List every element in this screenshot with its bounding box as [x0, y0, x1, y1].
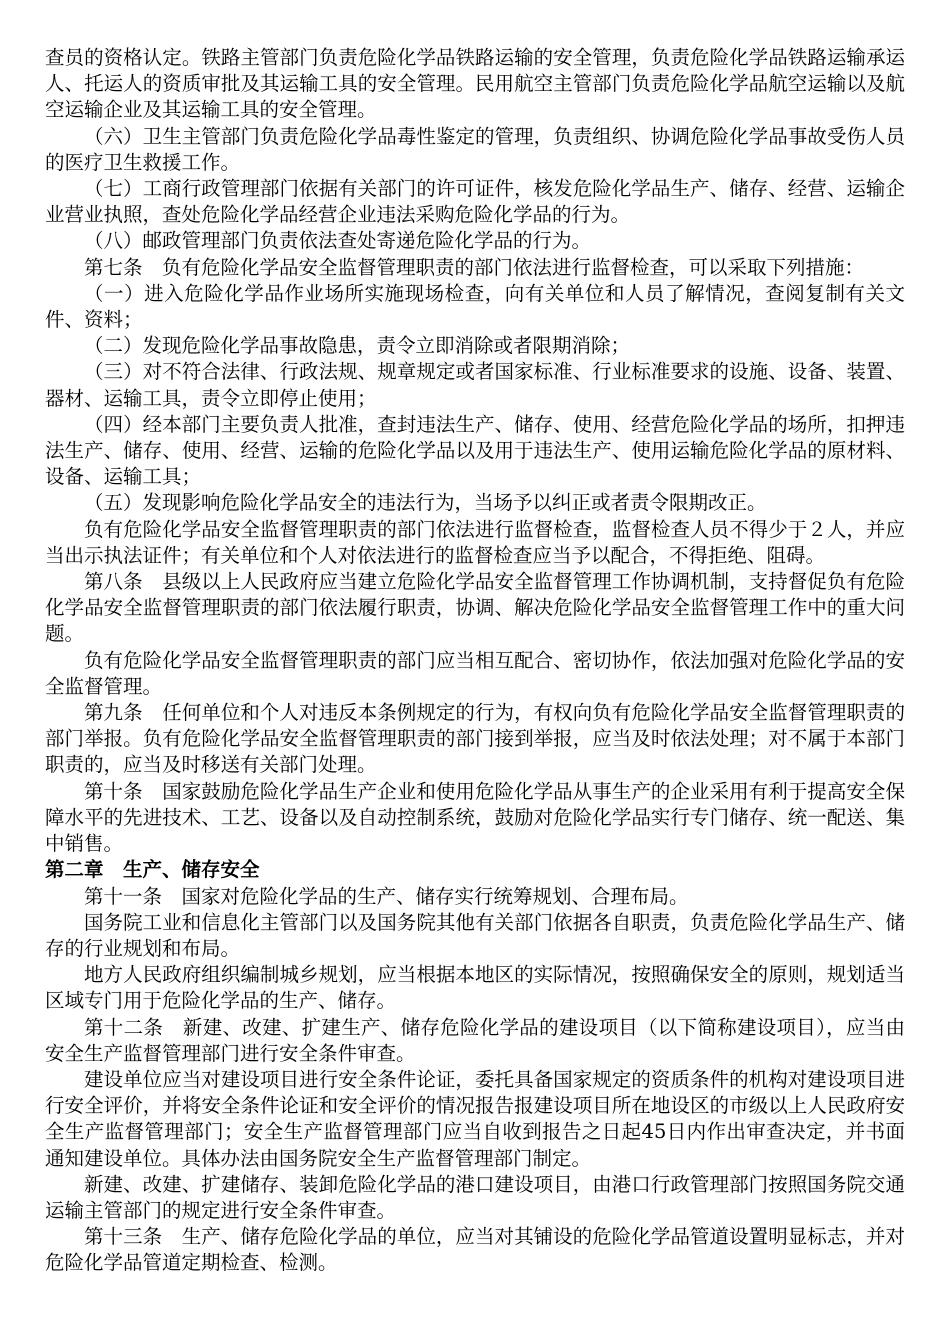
- paragraph: （六）卫生主管部门负责危险化学品毒性鉴定的管理，负责组织、协调危险化学品事故受伤人员的医疗卫生救援工作。: [45, 124, 905, 174]
- paragraph: 国务院工业和信息化主管部门以及国务院其他有关部门依据各自职责，负责危险化学品生产、储存的行业规划和布局。: [45, 910, 905, 960]
- article-13: 第十三条 生产、储存危险化学品的单位，应当对其铺设的危险化学品管道设置明显标志，并对危险化学品管道定期检查、检测。: [45, 1225, 905, 1275]
- paragraph: 查员的资格认定。铁路主管部门负责危险化学品铁路运输的安全管理，负责危险化学品铁路运输承运人、托运人的资质审批及其运输工具的安全管理。民用航空主管部门负责危险化学品航空运输以及航空运输企业及其运输工具的安全管理。: [45, 46, 905, 122]
- chapter-heading: 第二章 生产、储存安全: [45, 858, 260, 882]
- paragraph: （七）工商行政管理部门依据有关部门的许可证件，核发危险化学品生产、储存、经营、运输企业营业执照，查处危险化学品经营企业违法采购危险化学品的行为。: [45, 177, 905, 227]
- article-10: 第十条 国家鼓励危险化学品生产企业和使用危险化学品从事生产的企业采用有利于提高安全保障水平的先进技术、工艺、设备以及自动控制系统，鼓励对危险化学品实行专门储存、统一配送、集中销售。: [45, 779, 905, 856]
- article-8: 第八条 县级以上人民政府应当建立危险化学品安全监督管理工作协调机制，支持督促负有危险化学品安全监督管理职责的部门依法履行职责，协调、解决危险化学品安全监督管理工作中的重大问题。: [45, 570, 905, 646]
- paragraph: （四）经本部门主要负责人批准，查封违法生产、储存、使用、经营危险化学品的场所，扣押违法生产、储存、使用、经营、运输的危险化学品以及用于违法生产、使用运输危险化学品的原材料、设备、运输工具；: [45, 412, 905, 489]
- document-page: [45, 45, 905, 1277]
- paragraph: 负有危险化学品安全监督管理职责的部门依法进行监督检查，监督检查人员不得少于２人，并应当出示执法证件；有关单位和个人对依法进行的监督检查应当予以配合，不得拒绝、阻碍。: [45, 517, 905, 567]
- paragraph: 地方人民政府组织编制城乡规划，应当根据本地区的实际情况，按照确保安全的原则，规划适当区域专门用于危险化学品的生产、储存。: [45, 963, 905, 1013]
- article-9: 第九条 任何单位和个人对违反本条例规定的行为，有权向负有危险化学品安全监督管理职责的部门举报。负有危险化学品安全监督管理职责的部门接到举报，应当及时依法处理；对不属于本部门职责的，应当及时移送有关部门处理。: [45, 701, 905, 777]
- paragraph: 新建、改建、扩建储存、装卸危险化学品的港口建设项目，由港口行政管理部门按照国务院交通运输主管部门的规定进行安全条件审查。: [45, 1172, 905, 1222]
- paragraph: 负有危险化学品安全监督管理职责的部门应当相互配合、密切协作，依法加强对危险化学品的安全监督管理。: [45, 648, 905, 698]
- article-7: 第七条 负有危险化学品安全监督管理职责的部门依法进行监督检查，可以采取下列措施：: [84, 255, 865, 279]
- paragraph: （八）邮政管理部门负责依法查处寄递危险化学品的行为。: [84, 229, 592, 253]
- paragraph: （三）对不符合法律、行政法规、规章规定或者国家标准、行业标准要求的设施、设备、装置、器材、运输工具，责令立即停止使用；: [45, 360, 905, 410]
- paragraph: （一）进入危险化学品作业场所实施现场检查，向有关单位和人员了解情况，查阅复制有关文件、资料；: [45, 281, 905, 332]
- paragraph: （五）发现影响危险化学品安全的违法行为，当场予以纠正或者责令限期改正。: [84, 491, 767, 515]
- article-11: 第十一条 国家对危险化学品的生产、储存实行统筹规划、合理布局。: [84, 884, 689, 908]
- article-12: 第十二条 新建、改建、扩建生产、储存危险化学品的建设项目（以下简称建设项目），应当由安全生产监督管理部门进行安全条件审查。: [45, 1015, 905, 1065]
- paragraph: 建设单位应当对建设项目进行安全条件论证，委托具备国家规定的资质条件的机构对建设项目进行安全评价，并将安全条件论证和安全评价的情况报告报建设项目所在地设区的市级以上人民政府安全生产监督管理部门；安全生产监督管理部门应当自收到报告之日起45日内作出审查决定，并书面通知建设单位。具体办法由国务院安全生产监督管理部门制定。: [45, 1067, 905, 1170]
- paragraph: （二）发现危险化学品事故隐患，责令立即消除或者限期消除；: [84, 334, 631, 358]
